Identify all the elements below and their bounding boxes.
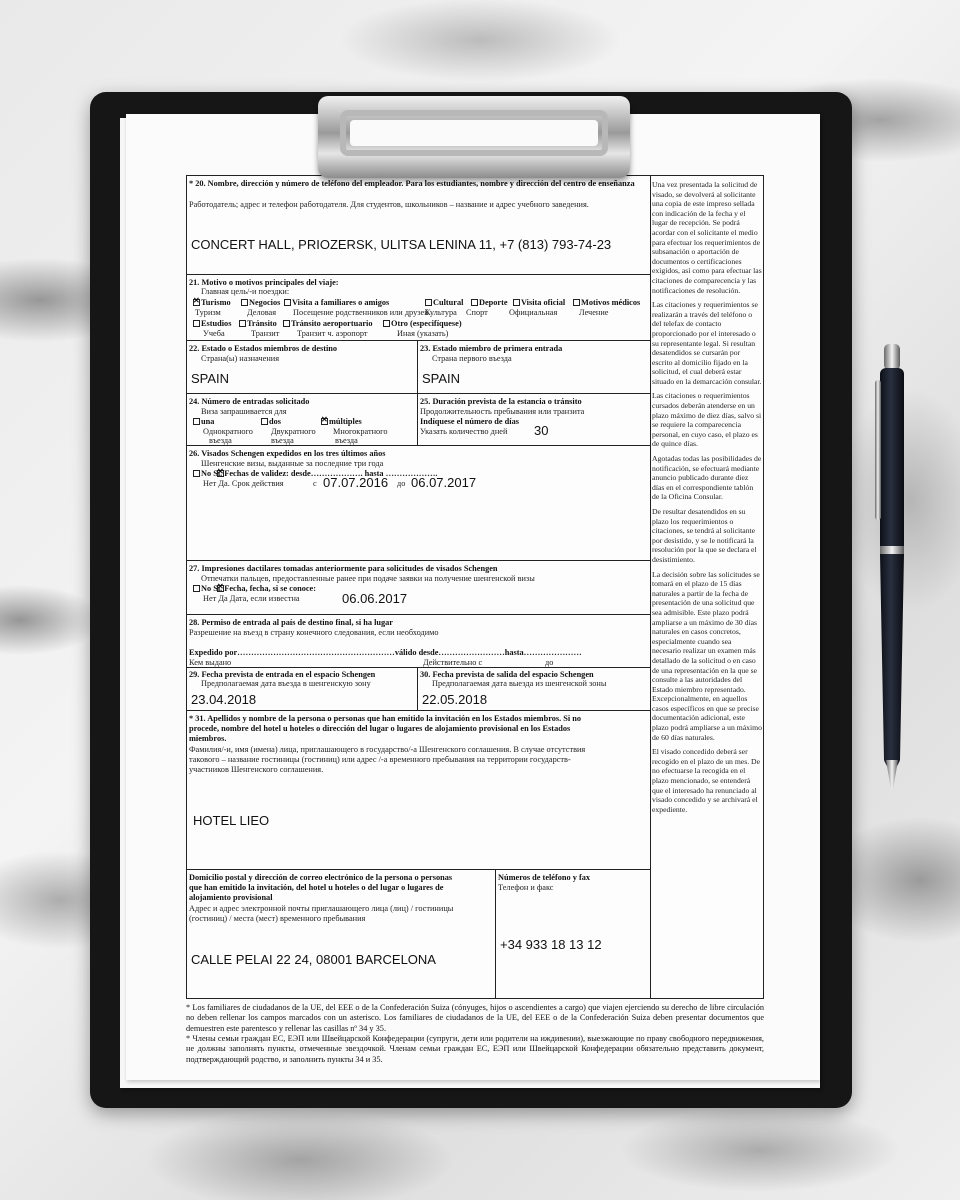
field-26-from-label: с bbox=[313, 479, 317, 488]
address-title: alojamiento provisional bbox=[189, 893, 273, 902]
field-25-value[interactable]: 30 bbox=[534, 423, 549, 438]
clipboard-clip bbox=[318, 96, 630, 178]
purpose-tourism[interactable]: ✕Turismo bbox=[193, 298, 231, 308]
field-31-subtitle: Фамилия/-и, имя (имена) лица, приглашающего в государство/-а Шенгенского соглашения. В случае отсутствия bbox=[189, 745, 586, 754]
field-28-valid-to: до bbox=[545, 658, 554, 667]
field-26-subtitle: Шенгенские визы, выданные за последние три года bbox=[201, 459, 384, 468]
field-31-subtitle: такового – название гостиницы (гостиниц) или адрес /-а временного пребывания на территории государств- bbox=[189, 755, 571, 764]
field-23-first-entry bbox=[417, 340, 651, 394]
field-23-title: 23. Estado miembro de primera entrada bbox=[420, 344, 563, 353]
field-28-entry-permit bbox=[186, 614, 651, 668]
field-27-title: 27. Impresiones dactilares tomadas anteriormente para solicitudes de visados Schengen bbox=[189, 564, 498, 573]
field-29-arrival-date bbox=[186, 667, 418, 711]
purpose-ru: Посещение родственников или друзей bbox=[293, 308, 429, 317]
entries-ru: въезда bbox=[209, 436, 232, 445]
field-28-title: 28. Permiso de entrada al país de destino final, si ha lugar bbox=[189, 618, 393, 627]
checkbox[interactable] bbox=[573, 299, 580, 306]
checkbox[interactable] bbox=[241, 299, 248, 306]
entries-ru: въезда bbox=[271, 436, 294, 445]
checkbox[interactable] bbox=[239, 320, 246, 327]
field-24-subtitle: Виза запрашивается для bbox=[201, 407, 287, 416]
address-subtitle: (гостиниц) / места (мест) временного пребывания bbox=[189, 914, 366, 923]
checkbox-checked[interactable] bbox=[193, 299, 200, 306]
field-21-purpose bbox=[186, 274, 651, 341]
checkbox[interactable] bbox=[283, 320, 290, 327]
purpose-cultural[interactable]: Cultural bbox=[425, 298, 463, 308]
phone-value[interactable]: +34 933 18 13 12 bbox=[500, 937, 602, 952]
checkbox[interactable] bbox=[193, 470, 200, 477]
checkbox-checked[interactable] bbox=[217, 470, 224, 477]
side-note: El visado concedido deberá ser recogido en el plazo de un mes. De no efectuarse la recogida en el plazo mencionado, se entenderá que el interesado ha renunciado al visado concedido y se archivará el expediente. bbox=[652, 747, 761, 814]
pen-icon bbox=[872, 340, 912, 800]
field-26-from[interactable]: 07.07.2016 bbox=[323, 475, 389, 490]
checkbox[interactable] bbox=[193, 585, 200, 592]
field-28-subtitle: Разрешение на въезд в страну конечного следования, если необходимо bbox=[189, 628, 439, 637]
field-26-title: 26. Visados Schengen expedidos en los tres últimos años bbox=[189, 449, 386, 458]
field-29-subtitle: Предполагаемая дата въезда в шенгенскую зону bbox=[201, 679, 371, 688]
field-31-title: * 31. Apellidos y nombre de la persona o personas que han emitido la invitación en los Estados miembros. Si no bbox=[189, 714, 582, 723]
field-23-subtitle: Страна первого въезда bbox=[432, 354, 512, 363]
entries-ru: Однократного bbox=[203, 427, 253, 436]
field-29-value[interactable]: 23.04.2018 bbox=[191, 692, 257, 707]
field-24-title: 24. Número de entradas solicitado bbox=[189, 397, 310, 406]
entries-single[interactable]: una bbox=[193, 417, 214, 427]
side-note: De resultar desatendidos en su plazo los requerimientos o citaciones, se tendrá al solicitante por desistido, y se le notificará la resolución por la que se declara el desistimiento. bbox=[652, 507, 757, 564]
field-host-address bbox=[186, 869, 496, 999]
side-column-border bbox=[650, 175, 651, 999]
field-26-to[interactable]: 06.07.2017 bbox=[411, 475, 477, 490]
field-20-value[interactable]: CONCERT HALL, PRIOZERSK, ULITSA LENINA 11, +7 (813) 793-74-23 bbox=[191, 237, 612, 252]
entries-ru: Двукратного bbox=[271, 427, 316, 436]
side-note: La decisión sobre las solicitudes se tomará en el plazo de 15 días naturales a partir de la fecha de presentación de una solicitud que sea admisible. Este plazo podrá ampliarse a un máximo de 30 días naturales en casos concretos, especialmente cuando sea necesario realizar un examen más detallado de la solicitud o en caso de una representación en la que se consulte a las autoridades del Estado miembro representado. Excepcionalmente, en aquellos casos específicos en que se precise documentación adicional, este plazo podrá ampliarse a un máximo de 60 días naturales. bbox=[652, 569, 762, 742]
checkbox[interactable] bbox=[383, 320, 390, 327]
phone-title: Números de teléfono y fax bbox=[498, 873, 591, 882]
field-27-value[interactable]: 06.06.2017 bbox=[342, 591, 408, 606]
purpose-ru: Культура bbox=[425, 308, 457, 317]
field-20-employer bbox=[186, 175, 651, 275]
entries-ru: Многократного bbox=[333, 427, 388, 436]
field-25-duration bbox=[417, 393, 651, 446]
purpose-transit[interactable]: Tránsito bbox=[239, 319, 277, 329]
field-22-destination bbox=[186, 340, 418, 394]
side-note: Agotadas todas las posibilidades de notificación, se efectuará mediante anuncio publicado durante diez días en el correspondiente tablón de la Oficina Consular. bbox=[652, 454, 762, 502]
purpose-business[interactable]: Negocios bbox=[241, 298, 280, 308]
clip-opening bbox=[340, 110, 608, 156]
purpose-medical[interactable]: Motivos médicos bbox=[573, 298, 640, 308]
checkbox[interactable] bbox=[284, 299, 291, 306]
field-30-title: 30. Fecha prevista de salida del espacio Schengen bbox=[420, 670, 594, 679]
field-22-value[interactable]: SPAIN bbox=[191, 371, 230, 386]
field-24-entries bbox=[186, 393, 418, 446]
purpose-official[interactable]: Visita oficial bbox=[513, 298, 565, 308]
checkbox[interactable] bbox=[471, 299, 478, 306]
purpose-ru: Туризм bbox=[195, 308, 221, 317]
field-30-subtitle: Предполагаемая дата выезда из шенгенской зоны bbox=[432, 679, 607, 688]
address-title: que han emitido la invitación, del hotel u hoteles o del lugar o lugares de bbox=[189, 883, 444, 892]
field-27-subtitle: Отпечатки пальцев, предоставленные ранее при подаче заявки на получение шенгенской визы bbox=[201, 574, 535, 583]
purpose-sport[interactable]: Deporte bbox=[471, 298, 508, 308]
field-22-title: 22. Estado o Estados miembros de destino bbox=[189, 344, 338, 353]
address-subtitle: Адрес и адрес электронной почты приглашающего лица (лиц) / гостиницы bbox=[189, 904, 454, 913]
field-host-phone bbox=[495, 869, 651, 999]
checkbox[interactable] bbox=[513, 299, 520, 306]
field-20-title: * 20. Nombre, dirección y número de teléfono del empleador. Para los estudiantes, nombre y dirección del centro de enseñanza bbox=[189, 179, 635, 188]
checkbox[interactable] bbox=[261, 418, 268, 425]
address-title: Domicilio postal y dirección de correo electrónico de la persona o personas bbox=[189, 873, 453, 882]
entries-double[interactable]: dos bbox=[261, 417, 281, 427]
purpose-other[interactable]: Otro (especifíquese) bbox=[383, 319, 462, 329]
side-note: Una vez presentada la solicitud de visado, se devolverá al solicitante una copia de este impreso sellada con indicación de la fecha y el lugar de recepción. Se podrá acordar con el solicitante el medio para efectuar los requerimientos de subsanación o aportación de documentos o certificaciones exigidos, así como para efectuar las citaciones de comparecencia y las notificaciones de resolución. bbox=[652, 180, 762, 295]
field-31-title: procede, nombre del hotel u hoteles o dirección del lugar o lugares de alojamiento provisional en los Estados bbox=[189, 724, 571, 733]
entries-multiple[interactable]: ✕ múltiples bbox=[321, 417, 362, 427]
address-value[interactable]: CALLE PELAI 22 24, 08001 BARCELONA bbox=[191, 952, 436, 967]
purpose-studies[interactable]: Estudios bbox=[193, 319, 231, 329]
field-25-title2: Indíquese el número de días bbox=[420, 417, 519, 426]
field-31-value[interactable]: HOTEL LIEO bbox=[193, 813, 270, 828]
checkbox[interactable] bbox=[193, 320, 200, 327]
checkbox-checked[interactable] bbox=[321, 418, 328, 425]
phone-subtitle: Телефон и факс bbox=[498, 883, 554, 892]
side-note: Las citaciones o requerimientos cursados deberán atenderse en un plazo máximo de diez días, salvo si se requiere la comparecencia personal, en cuyo caso, el plazo es de quince días. bbox=[652, 391, 762, 449]
field-31-host bbox=[186, 710, 651, 870]
checkbox-checked[interactable] bbox=[217, 585, 224, 592]
purpose-ru: Иная (указать) bbox=[397, 329, 449, 338]
field-25-subtitle: Продолжительность пребывания или транзита bbox=[420, 407, 585, 416]
field-28-line[interactable]: Expedido por…………………………………………………válido desde……………………hasta………………… bbox=[189, 648, 582, 657]
purpose-family[interactable]: Visita a familiares o amigos bbox=[284, 298, 389, 308]
side-note: Las citaciones y requerimientos se realizarán a través del teléfono o del telefax de contacto proporcionado por el interesado o su representante legal. Si resultan desatendidos se cursarán por escrito al domicilio fijado en la solicitud, el cual deberá estar situado en la demarcación consular. bbox=[652, 300, 762, 386]
field-26-to-label: до bbox=[397, 479, 406, 488]
field-31-title: miembros. bbox=[189, 734, 227, 743]
field-25-title: 25. Duración prevista de la estancia o tránsito bbox=[420, 397, 582, 406]
checkbox[interactable] bbox=[193, 418, 200, 425]
purpose-ru: Транзит bbox=[251, 329, 280, 338]
field-29-title: 29. Fecha prevista de entrada en el espacio Schengen bbox=[189, 670, 376, 679]
purpose-ru: Официальная bbox=[509, 308, 558, 317]
field-26-subtitle2: Нет Да. Срок действия bbox=[203, 479, 284, 488]
field-27-fingerprints bbox=[186, 560, 651, 615]
purpose-ru: Лечение bbox=[579, 308, 609, 317]
field-26-options[interactable]: ✕ No Sí. Fechas de validez: desde………………. hasta ………………. bbox=[193, 469, 437, 479]
footnote-es: * Los familiares de ciudadanos de la UE, del EEE o de la Confederación Suiza (cónyuges, hijos o ascendientes a cargo) que viajen ejerciendo su derecho de libre circulación no deben rellenar los campos marcados con un asterisco. Los familiares de ciudadanos de la UE, del EEE o de la Confederación Suiza deben presentar documentos que demuestren este parentesco y rellenar las casillas nº 34 y 35. bbox=[186, 1003, 764, 1033]
entries-ru: въезда bbox=[335, 436, 358, 445]
field-30-departure-date bbox=[417, 667, 651, 711]
field-27-options[interactable]: ✕ No Sí. Fecha, fecha, si se conoce: bbox=[193, 584, 316, 594]
checkbox[interactable] bbox=[425, 299, 432, 306]
footnote-ru: * Члены семьи граждан ЕС, ЕЭП или Швейцарской Конфедерации (супруги, дети или родители на иждивении), выезжающие по праву свободного передвижения, не должны заполнять пункты, отмеченные звездочкой. Членам семьи граждан ЕС, ЕЭП или Швейцарской Конфедерации обязательно представить документ, подтверждающий родство, и заполнить пункты 34 и 35. bbox=[186, 1034, 764, 1064]
field-21-title: 21. Motivo o motivos principales del viaje: bbox=[189, 278, 339, 287]
purpose-ru: Транзит ч. аэропорт bbox=[297, 329, 368, 338]
field-25-subtitle2: Указать количество дней bbox=[420, 427, 508, 436]
field-20-subtitle: Работодатель; адрес и телефон работодателя. Для студентов, школьников – название и адрес учебного заведения. bbox=[189, 200, 589, 209]
field-21-subtitle: Главная цель/-и поездки: bbox=[201, 287, 290, 296]
purpose-ru: Учеба bbox=[203, 329, 225, 338]
field-28-valid-from: Действительно с bbox=[423, 658, 483, 667]
field-23-value[interactable]: SPAIN bbox=[422, 371, 461, 386]
purpose-airport-transit[interactable]: Tránsito aeroportuario bbox=[283, 319, 373, 329]
field-31-subtitle: участников Шенгенского соглашения. bbox=[189, 765, 324, 774]
field-28-issued-by: Кем выдано bbox=[189, 658, 232, 667]
field-30-value[interactable]: 22.05.2018 bbox=[422, 692, 488, 707]
side-notes bbox=[652, 180, 762, 819]
field-26-previous-visas bbox=[186, 445, 651, 561]
field-27-subtitle2: Нет Да Дата, если известна bbox=[203, 594, 300, 603]
purpose-ru: Деловая bbox=[247, 308, 277, 317]
field-22-subtitle: Страна(ы) назначения bbox=[201, 354, 280, 363]
purpose-ru: Спорт bbox=[466, 308, 488, 317]
